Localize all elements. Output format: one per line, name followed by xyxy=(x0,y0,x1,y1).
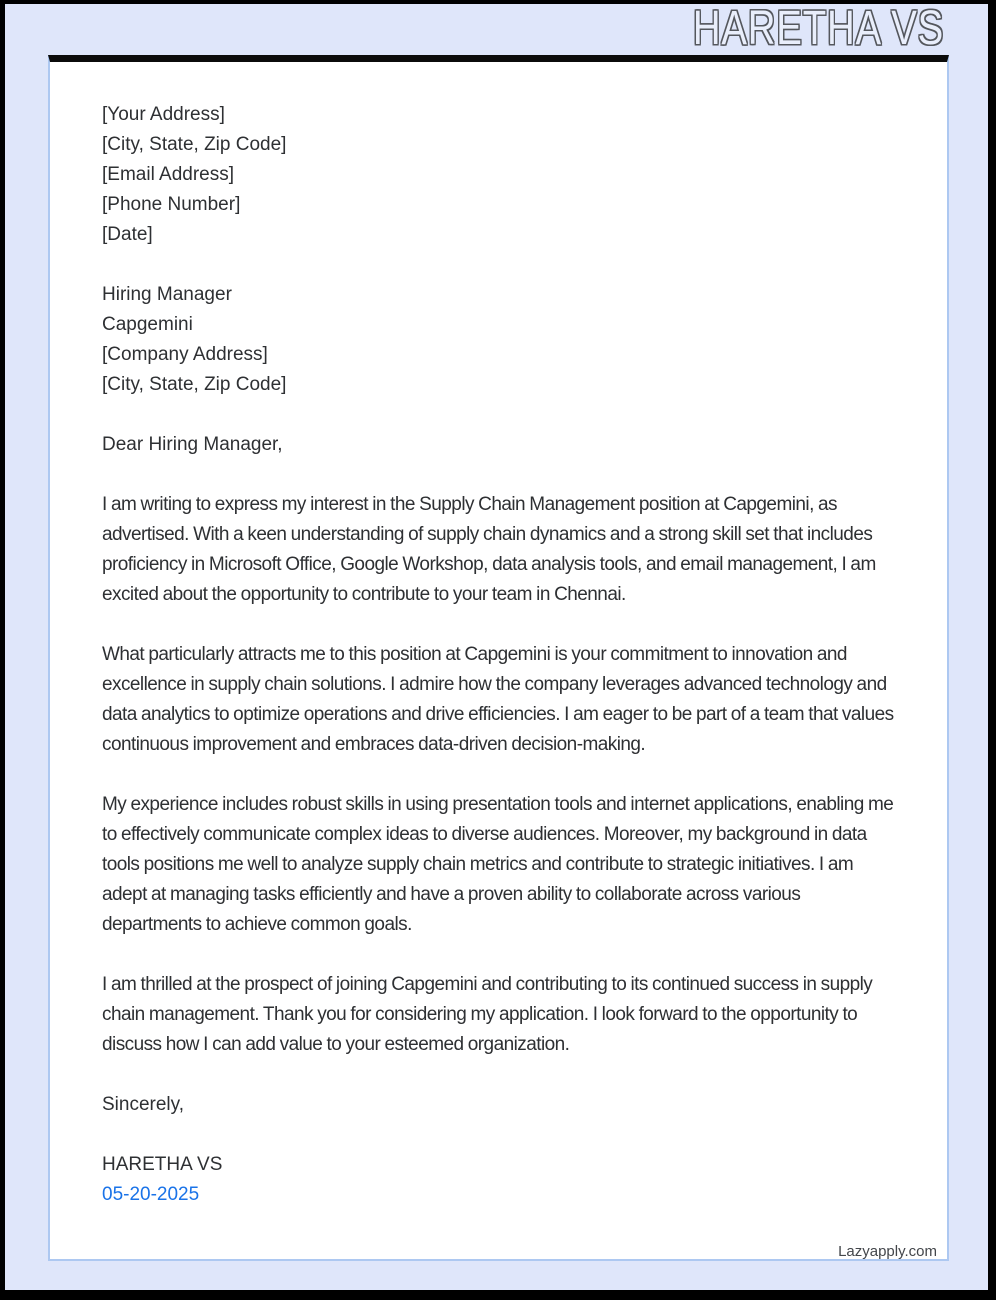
sender-line: [Phone Number] xyxy=(102,194,241,215)
body-paragraph-2: What particularly attracts me to this position at Capgemini is your commitment to innovation and excellence in supply chain solutions. I admire how the company leverages advanced technology and data analytics to optimize operations and drive efficiencies. I am eager to be part of a team that values continuous improvement and embraces data-driven decision-making. xyxy=(102,644,894,755)
sender-line: [Email Address] xyxy=(102,164,234,185)
salutation: Dear Hiring Manager, xyxy=(102,434,283,455)
letter-document xyxy=(48,55,949,1261)
recipient-line: Capgemini xyxy=(102,314,193,335)
body-paragraph-3: My experience includes robust skills in using presentation tools and internet applications, enabling me to effectively communicate complex ideas to diverse audiences. Moreover, my background in data tools positions me well to analyze supply chain metrics and contribute to strategic initiatives. I am adept at managing tasks efficiently and have a proven ability to collaborate across various departments to achieve common goals. xyxy=(102,794,894,935)
header-name: HARETHA VS xyxy=(692,2,944,55)
brand-watermark-link[interactable]: Lazyapply.com xyxy=(838,1243,937,1260)
page-background xyxy=(5,4,988,1290)
body-paragraph-1: I am writing to express my interest in the Supply Chain Management position at Capgemini, as advertised. With a keen understanding of supply chain dynamics and a strong skill set that includes proficiency in Microsoft Office, Google Workshop, data analysis tools, and email management, I am excited about the opportunity to contribute to your team in Chennai. xyxy=(102,494,876,605)
closing: Sincerely, xyxy=(102,1094,185,1115)
recipient-line: [City, State, Zip Code] xyxy=(102,374,287,395)
sender-line: [Date] xyxy=(102,224,153,245)
recipient-line: Hiring Manager xyxy=(102,284,232,305)
signature-name: HARETHA VS xyxy=(102,1154,223,1175)
sender-line: [City, State, Zip Code] xyxy=(102,134,287,155)
recipient-line: [Company Address] xyxy=(102,344,268,365)
body-paragraph-4: I am thrilled at the prospect of joining Capgemini and contributing to its continued success in supply chain management. Thank you for considering my application. I look forward to the opportunity to discuss how I can add value to your esteemed organization. xyxy=(102,974,873,1055)
footer-date: 05-20-2025 xyxy=(102,1184,200,1205)
recipient-block xyxy=(102,280,897,400)
sender-line: [Your Address] xyxy=(102,104,225,125)
sender-address-block xyxy=(102,100,897,250)
letter-content xyxy=(102,100,897,1210)
